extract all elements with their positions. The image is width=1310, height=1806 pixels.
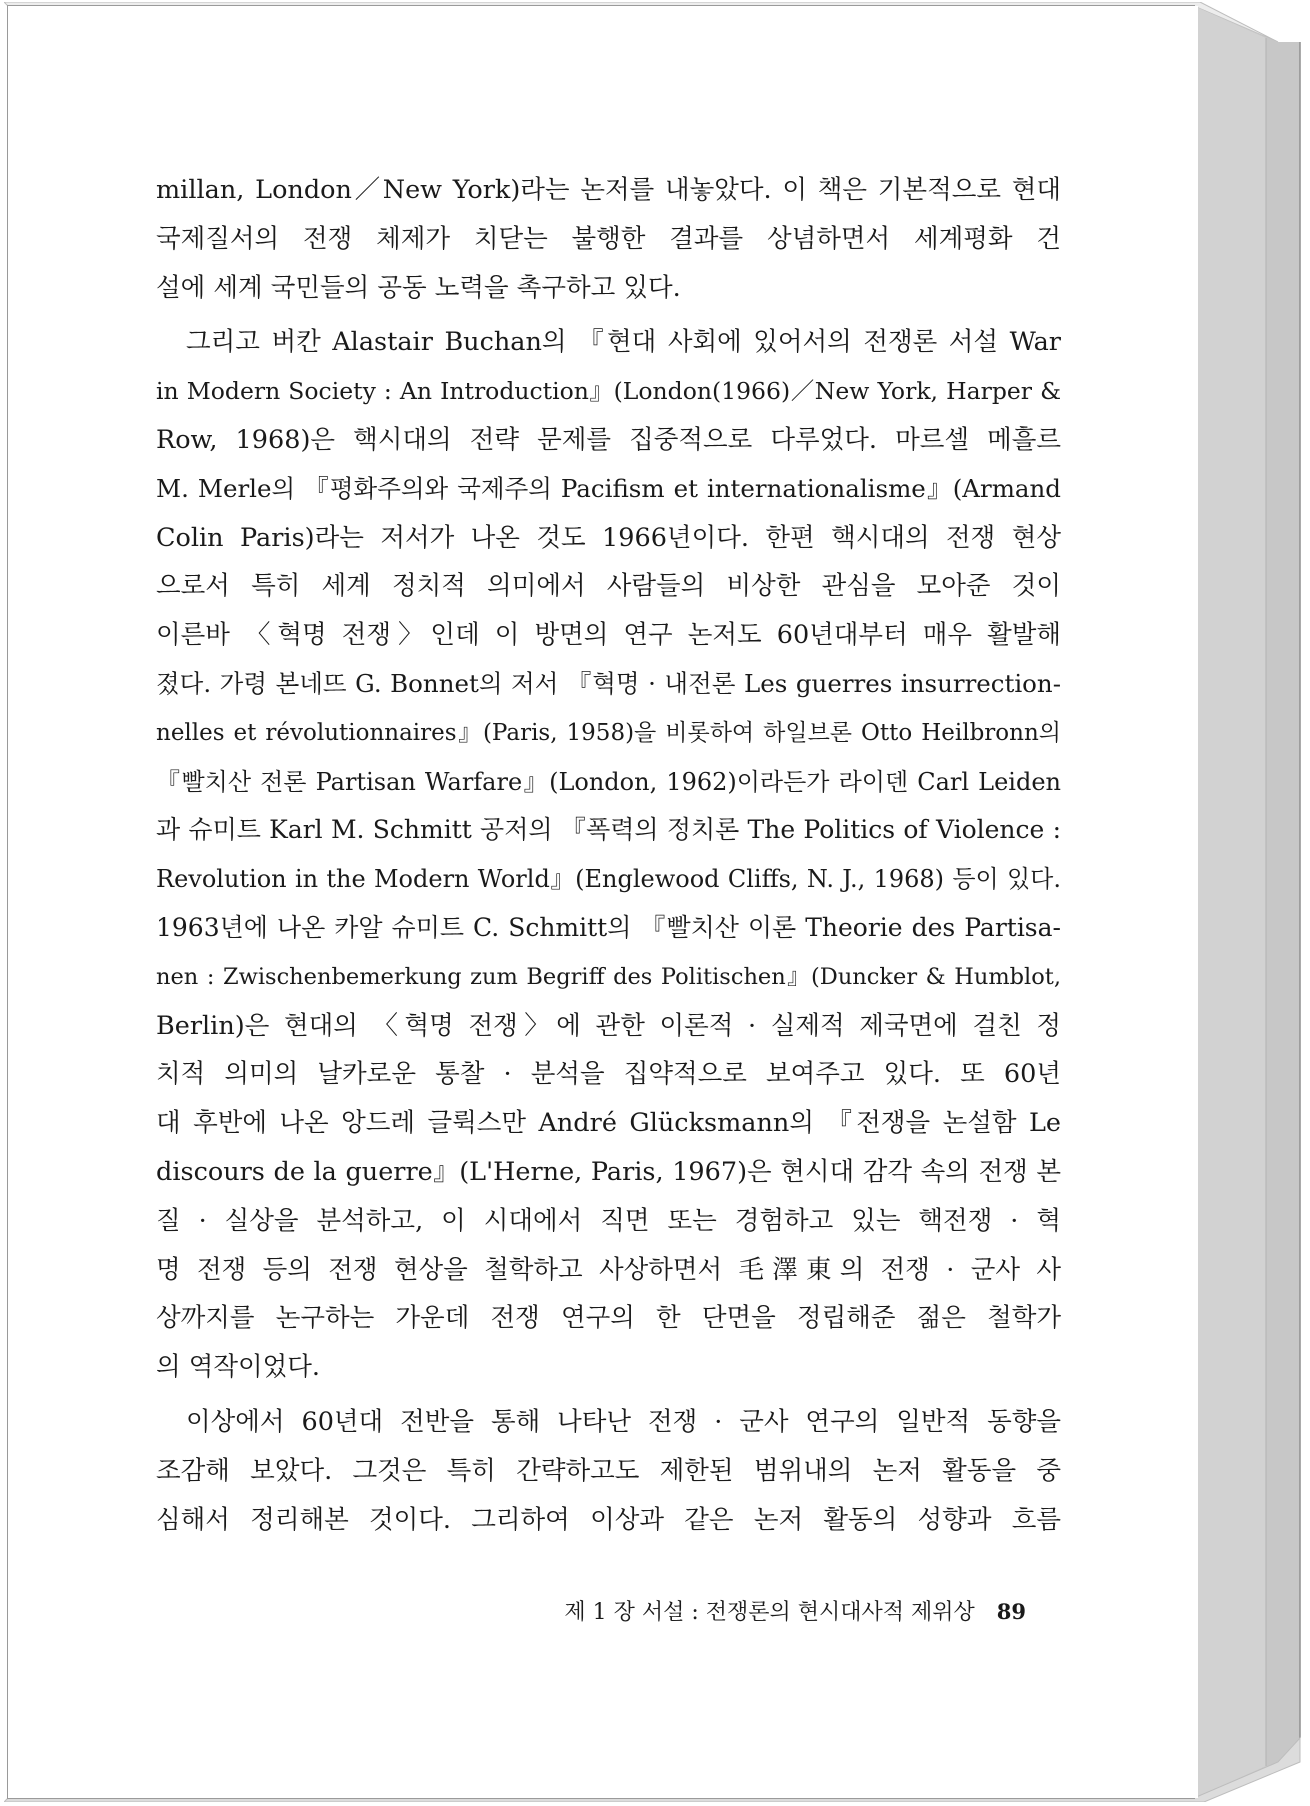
text-line: in Modern Society : An Introduction』(London(1966)／New York, Harper & [156, 377, 1061, 406]
text-line: Berlin)은 현대의 〈혁명 전쟁〉에 관한 이론적 · 실제적 제국면에 걸친 정 [156, 1010, 1061, 1041]
text-line: 치적 의미의 날카로운 통찰 · 분석을 집약적으로 보여주고 있다. 또 60년 [156, 1059, 1061, 1090]
text-line: 『빨치산 전론 Partisan Warfare』(London, 1962)이라든가 라이덴 Carl Leiden [156, 767, 1061, 796]
text-line: millan, London／New York)라는 논저를 내놓았다. 이 책은 기본적으로 현대 [156, 175, 1061, 205]
page-footer [486, 1592, 1026, 1632]
text-line: M. Merle의 『평화주의와 국제주의 Pacifism et internationalisme』(Armand [156, 473, 1061, 503]
text-line: 그리고 버칸 Alastair Buchan의 『현대 사회에 있어서의 전쟁론 서설 War [186, 327, 1061, 358]
text-line: 으로서 특히 세계 정치적 의미에서 사람들의 비상한 관심을 모아준 것이 [156, 571, 1061, 602]
text-line: discours de la guerre』(L'Herne, Paris, 1967)은 현시대 감각 속의 전쟁 본 [156, 1156, 1061, 1187]
text-line: nelles et révolutionnaires』(Paris, 1958)을 비롯하여 하일브론 Otto Heilbronn의 [156, 719, 1061, 746]
body-text [156, 166, 1061, 1544]
book-page [8, 6, 1198, 1798]
book [4, 2, 1304, 1802]
text-line: 과 슈미트 Karl M. Schmitt 공저의 『폭력의 정치론 The Politics of Violence : [156, 815, 1061, 845]
text-line: 대 후반에 나온 앙드레 글뤽스만 André Glücksmann의 『전쟁을 논설함 Le [156, 1108, 1061, 1139]
text-line: 명 전쟁 등의 전쟁 현상을 철학하고 사상하면서 毛澤東의 전쟁 · 군사 사 [156, 1254, 1061, 1285]
text-line: nen : Zwischenbemerkung zum Begriff des Politischen』(Duncker & Humblot, [156, 963, 1061, 990]
text-line: Revolution in the Modern World』(Englewood Cliffs, N. J., 1968) 등이 있다. [156, 865, 1061, 894]
text-line: Colin Paris)라는 저서가 나온 것도 1966년이다. 한편 핵시대의 전쟁 현상 [156, 522, 1061, 553]
text-line: 국제질서의 전쟁 체제가 치닫는 불행한 결과를 상념하면서 세계평화 건 [156, 223, 1061, 254]
text-line: 조감해 보았다. 그것은 특히 간략하고도 제한된 범위내의 논저 활동을 중 [156, 1455, 1061, 1486]
text-line: 심해서 정리해본 것이다. 그리하여 이상과 같은 논저 활동의 성향과 흐름 [156, 1504, 1061, 1535]
text-line: 의 역작이었다. [156, 1352, 321, 1383]
running-head: 제 1 장 서설 : 전쟁론의 현시대사적 제위상 [564, 1600, 975, 1625]
text-line: Row, 1968)은 핵시대의 전략 문제를 집중적으로 다루었다. 마르셀 메흘르 [156, 424, 1061, 455]
text-line: 졌다. 가령 본네뜨 G. Bonnet의 저서 『혁명 · 내전론 Les guerres insurrection- [156, 668, 1061, 698]
text-line: 1963년에 나온 카알 슈미트 C. Schmitt의 『빨치산 이론 Theorie des Partisa- [156, 912, 1061, 942]
page-number: 89 [996, 1599, 1026, 1624]
text-line: 상까지를 논구하는 가운데 전쟁 연구의 한 단면을 정립해준 젊은 철학가 [156, 1303, 1061, 1334]
text-line: 이른바 〈혁명 전쟁〉인데 이 방면의 연구 논저도 60년대부터 매우 활발해 [156, 620, 1061, 651]
text-line: 질 · 실상을 분석하고, 이 시대에서 직면 또는 경험하고 있는 핵전쟁 · 혁 [156, 1205, 1061, 1236]
text-line: 이상에서 60년대 전반을 통해 나타난 전쟁 · 군사 연구의 일반적 동향을 [186, 1406, 1061, 1437]
text-line: 설에 세계 국민들의 공동 노력을 촉구하고 있다. [156, 272, 681, 303]
